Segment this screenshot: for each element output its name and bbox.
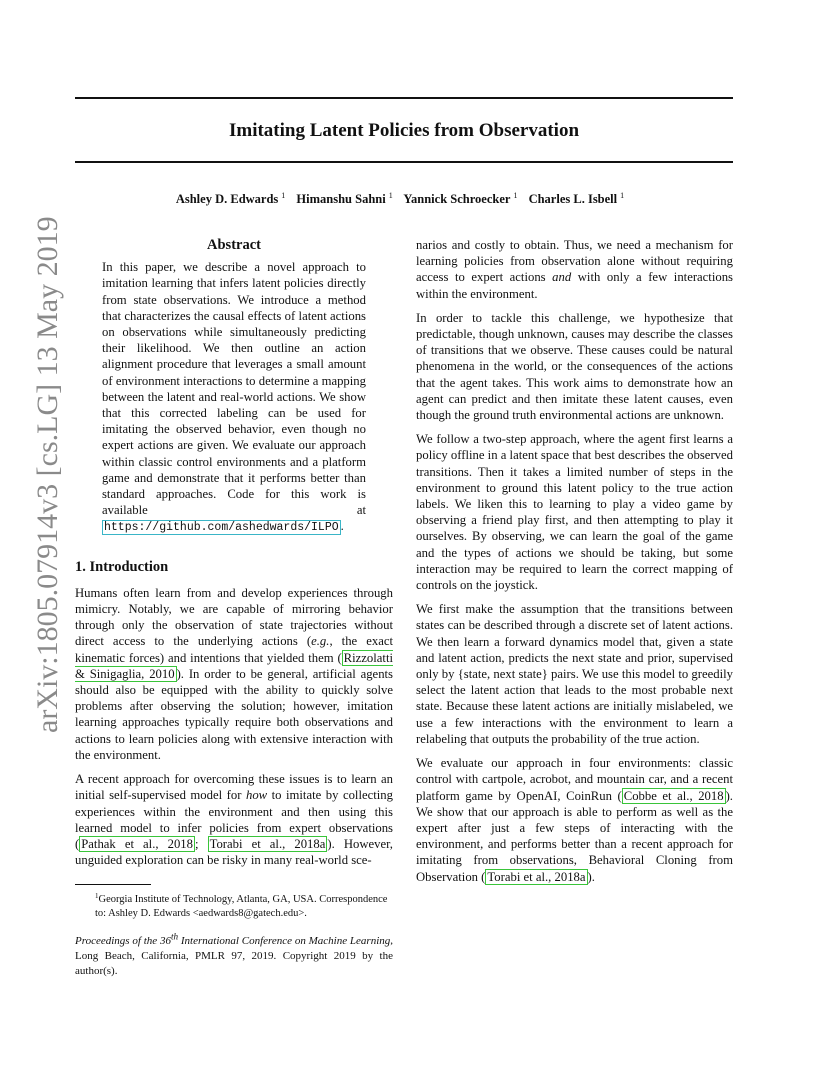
author-affiliation: 1	[281, 191, 286, 200]
author-name: Ashley D. Edwards	[175, 192, 279, 206]
text-run: We evaluate our approach in four environments: classic control with cartpole, acrobot, and mountain car, and a recent platform game by OpenAI, CoinRun (	[416, 756, 733, 803]
footnote-text	[75, 889, 393, 921]
text-run: with only a few interactions within the environment.	[416, 270, 733, 301]
right-paragraph-2: We follow a two-step approach, where the agent first learns a policy offline in a latent space that best describes the observed transitions. Then it takes a limited number of steps in the environment to ground this latent policy to the true action labels. We liken this to learning to play a video game by observing a friend play first, and then attempting to play it ourselves. By observing, we can learn the goal of the game and the types of actions we should be taking, but some interaction may be required to learn the correct mapping of controls on the joystick.	[416, 432, 733, 593]
footnote-mark: 1	[95, 892, 99, 900]
paper-title: Imitating Latent Policies from Observation	[228, 120, 580, 141]
author-affiliation: 1	[513, 191, 518, 200]
abstract-heading: Abstract	[207, 237, 261, 253]
arxiv-stamp: arXiv:1805.07914v3 [cs.LG] 13 May 2019	[31, 216, 64, 733]
text-italic: and	[552, 270, 572, 285]
author-affiliation: 1	[620, 191, 625, 200]
footnote-rule	[75, 884, 151, 885]
citation-link[interactable]: Cobbe et al., 2018	[623, 788, 724, 803]
text-run: International Conference on Machine Learning	[178, 934, 391, 947]
text-italic: e.g.	[311, 634, 330, 649]
right-paragraph-3: We first make the assumption that the transitions between states can be described through a discrete set of latent actions. We then learn a forward dynamics model that, given a state and latent action, predicts the next state and prior, supervised only by {state, next state} pairs. We use this model to greedily select the latent action that leads to the most probable next state. Because these latent actions are initially mislabeled, we use a few interactions with the environment to learn a relabeling that outputs the probability of the true action.	[416, 602, 733, 746]
text-run: ). However, unguided exploration can be risky in many real-world sce-	[75, 836, 393, 868]
citation-link[interactable]: Torabi et al., 2018a	[487, 869, 586, 884]
author-affiliation: 1	[388, 191, 393, 200]
citation-link[interactable]: Pathak et al., 2018	[81, 836, 193, 851]
text-sup: th	[170, 931, 179, 941]
text-run: to imitate by collecting experiences within the environment and then using this learned model to infer policies from expert observations (	[75, 788, 393, 851]
author-name: Himanshu Sahni	[296, 192, 386, 206]
text-run: A recent approach for overcoming these issues is to learn an initial self-supervised model for	[75, 772, 393, 803]
left-column	[75, 237, 393, 876]
footnote	[75, 884, 393, 921]
text-run: narios and costly to obtain. Thus, we need a mechanism for learning policies from observation alone without requiring access to expert actions	[416, 238, 733, 285]
text-italic: how	[245, 788, 268, 803]
text-run: Humans often learn from and develop experiences through mimicry. Notably, we are capable of mirroring behavior through only the observation of state trajectories without direct access to the underlying actions (	[75, 585, 393, 649]
text-run: Proceedings of the 36	[75, 934, 171, 947]
text-run: ;	[194, 836, 208, 851]
abstract-text: In this paper, we describe a novel approach to imitation learning that infers latent policies directly from state observations. We introduce a method that characterizes the causal effects of latent actions on observations while simultaneously predicting their likelihood. We then outline an action alignment procedure that leverages a small amount of environment interactions to determine a mapping between the latent and real-world actions. We show that this corrected labeling can be used for imitating the observed behavior, even though no expert actions are given. We evaluate our approach within classic control environments and a platform game and demonstrate that it performs better than standard approaches. Code for this work is available at	[102, 260, 366, 518]
code-link[interactable]: https://github.com/ashedwards/ILPO	[104, 521, 339, 535]
right-paragraph-0	[416, 237, 733, 302]
abstract-body	[102, 259, 366, 536]
author-name: Charles L. Isbell	[528, 192, 618, 206]
right-paragraph-1: In order to tackle this challenge, we hypothesize that predictable, though unknown, causes may describe the classes of transitions that we observe. These causes could be natural phenomena in the world, or the consequences of the actions that the agent takes. This work aims to demonstrate how an agent can predict and then imitate these latent causes, even though the ground truth environmental actions are unknown.	[416, 310, 733, 423]
intro-paragraph-1	[75, 585, 393, 763]
citation-link[interactable]: Rizzolatti & Sinigaglia, 2010	[75, 650, 393, 681]
text-run: ). We show that our approach is able to perform as well as the expert after just a few steps of interacting with the environment, and performs better than a recent approach for imitating from observations, Behavioral Cloning from Observation (	[416, 788, 733, 884]
footnote-body: Georgia Institute of Technology, Atlanta, GA, USA. Correspondence to: Ashley D. Edwards <aedwards8@gatech.edu>.	[95, 894, 388, 919]
abstract-end: .	[340, 519, 344, 534]
top-rule	[75, 97, 733, 99]
text-run: , Long Beach, California, PMLR 97, 2019. Copyright 2019 by the author(s).	[75, 934, 393, 977]
text-run: ).	[587, 869, 595, 884]
author-list	[75, 191, 733, 207]
intro-paragraph-2	[75, 771, 393, 868]
citation-link[interactable]: Torabi et al., 2018a	[209, 836, 326, 851]
title-bottom-rule	[75, 161, 733, 163]
text-run: , the exact kinematic forces) and intentions that yielded them (	[75, 634, 393, 665]
proceedings-note	[75, 929, 393, 979]
section-heading-introduction: 1. Introduction	[75, 558, 169, 575]
text-run: ). In order to be general, artificial agents should also be equipped with the ability to quickly solve problems after observing the solution; however, imitation learning approaches typically require both observations and actions to learn policies along with extensive interaction with the environment.	[75, 666, 393, 762]
author-name: Yannick Schroecker	[403, 192, 511, 206]
right-paragraph-4	[416, 755, 733, 885]
right-column	[416, 237, 733, 893]
